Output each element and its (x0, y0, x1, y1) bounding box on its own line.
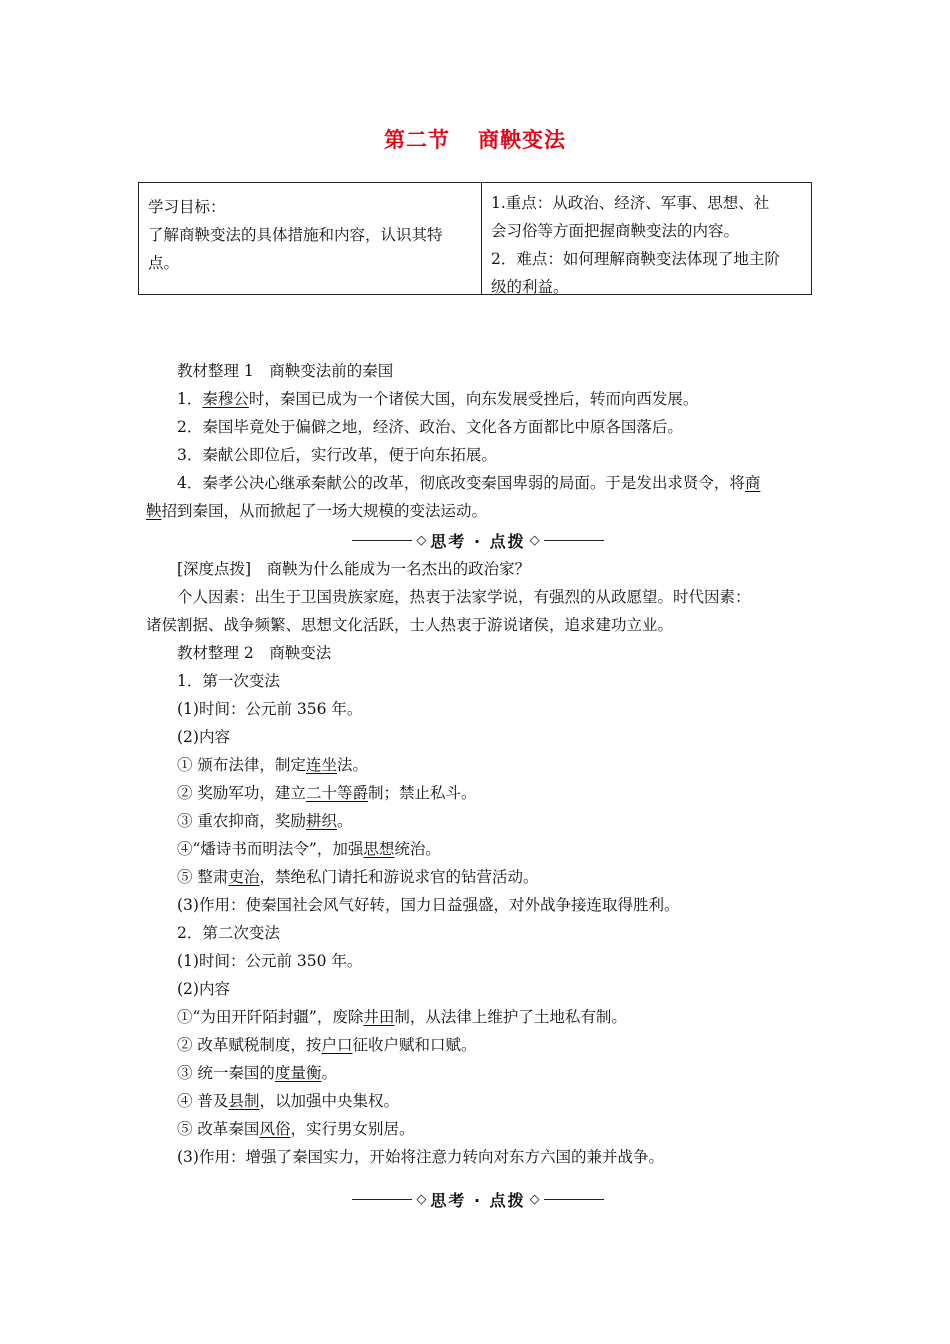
reform-item: ② 奖励军功，建立二十等爵制；禁止私斗。 (177, 784, 477, 802)
goal-line: 了解商鞅变法的具体措施和内容，认识其特 (148, 226, 443, 244)
key-points-cell (482, 183, 811, 294)
think-answer-continued: 诸侯割据、战争频繁、思想文化活跃，士人热衷于游说诸侯，追求建功立业。 (146, 616, 674, 634)
paragraph-continued: 鞅招到秦国，从而掀起了一场大规模的变法运动。 (146, 502, 488, 520)
divider-rule (352, 540, 412, 541)
key-term: 风俗 (259, 1120, 291, 1138)
reform-content-label: (2)内容 (177, 980, 230, 998)
key-term: 商 (744, 474, 761, 492)
reform-item: ④ 普及县制，以加强中央集权。 (177, 1092, 399, 1110)
reform-item: ① 颁布法律，制定连坐法。 (177, 756, 368, 774)
divider-rule (544, 540, 604, 541)
learning-goals-cell (139, 183, 482, 294)
key-term: 吏治 (228, 868, 260, 886)
key-term: 井田 (363, 1008, 395, 1026)
key-term: 县制 (228, 1092, 260, 1110)
reform-item: ④“燔诗书而明法令”，加强思想统治。 (177, 840, 441, 858)
section-name: 商鞅变法 (478, 128, 566, 152)
think-divider (146, 527, 810, 553)
section-heading: 教材整理 2 商鞅变法 (177, 644, 332, 662)
think-divider (146, 1186, 810, 1212)
learning-goals-table (138, 182, 812, 295)
reform-effect: (3)作用：增强了秦国实力，开始将注意力转向对东方六国的兼并战争。 (177, 1148, 664, 1166)
key-term: 度量衡 (274, 1064, 322, 1082)
reform-item: ⑤ 改革秦国风俗，实行男女别居。 (177, 1120, 415, 1138)
paragraph: 3．秦献公即位后，实行改革，便于向东拓展。 (177, 446, 497, 464)
main-content (146, 357, 810, 1171)
key-term: 秦穆公 (202, 390, 249, 408)
key-term: 鞅 (146, 502, 162, 520)
paragraph: 2．秦国毕竟处于偏僻之地，经济、政治、文化各方面都比中原各国落后。 (177, 418, 683, 436)
diamond-icon: ◇ (529, 532, 540, 548)
key-term: 思想 (363, 840, 395, 858)
divider-rule (544, 1199, 604, 1200)
section-heading: 教材整理 1 商鞅变法前的秦国 (177, 362, 394, 380)
divider-label: 思考 · 点拨 (430, 531, 526, 551)
subsection-title: 1．第一次变法 (177, 672, 280, 690)
reform-effect: (3)作用：使秦国社会风气好转，国力日益强盛，对外战争接连取得胜利。 (177, 896, 680, 914)
think-question: [深度点拨] 商鞅为什么能成为一名杰出的政治家？ (177, 560, 531, 578)
think-answer: 个人因素：出生于卫国贵族家庭，热衷于法家学说，有强烈的从政愿望。时代因素： (177, 588, 751, 606)
reform-item: ③ 重农抑商，奖励耕织。 (177, 812, 353, 830)
reform-time: (1)时间：公元前 350 年。 (177, 952, 363, 970)
key-point-line: 1.重点：从政治、经济、军事、思想、社 (491, 194, 770, 212)
reform-content-label: (2)内容 (177, 728, 230, 746)
diamond-icon: ◇ (416, 1191, 427, 1207)
reform-item: ①“为田开阡陌封疆”，废除井田制，从法律上维护了土地私有制。 (177, 1008, 627, 1026)
key-term: 户口 (321, 1036, 353, 1054)
reform-time: (1)时间：公元前 356 年。 (177, 700, 363, 718)
section-number: 第二节 (384, 128, 450, 152)
goal-line: 学习目标： (148, 198, 226, 216)
key-point-line: 会习俗等方面把握商鞅变法的内容。 (491, 222, 740, 240)
key-term: 二十等爵 (305, 784, 368, 802)
reform-item: ③ 统一秦国的度量衡。 (177, 1064, 337, 1082)
paragraph: 4．秦孝公决心继承秦献公的改革，彻底改变秦国卑弱的局面。于是发出求贤令，将商 (177, 474, 761, 492)
divider-label: 思考 · 点拨 (430, 1190, 526, 1210)
diamond-icon: ◇ (416, 532, 427, 548)
reform-item: ② 改革赋税制度，按户口征收户赋和口赋。 (177, 1036, 477, 1054)
paragraph: 1．秦穆公时，秦国已成为一个诸侯大国，向东发展受挫后，转而向西发展。 (177, 390, 699, 408)
key-term: 耕织 (305, 812, 337, 830)
reform-item: ⑤ 整肃吏治，禁绝私门请托和游说求官的钻营活动。 (177, 868, 539, 886)
key-term: 连坐 (305, 756, 337, 774)
diamond-icon: ◇ (529, 1191, 540, 1207)
divider-rule (352, 1199, 412, 1200)
key-point-line: 2．难点：如何理解商鞅变法体现了地主阶 (491, 250, 780, 268)
subsection-title: 2．第二次变法 (177, 924, 280, 942)
key-point-line: 级的利益。 (491, 278, 569, 296)
page-title (0, 124, 950, 154)
goal-line: 点。 (148, 254, 180, 272)
